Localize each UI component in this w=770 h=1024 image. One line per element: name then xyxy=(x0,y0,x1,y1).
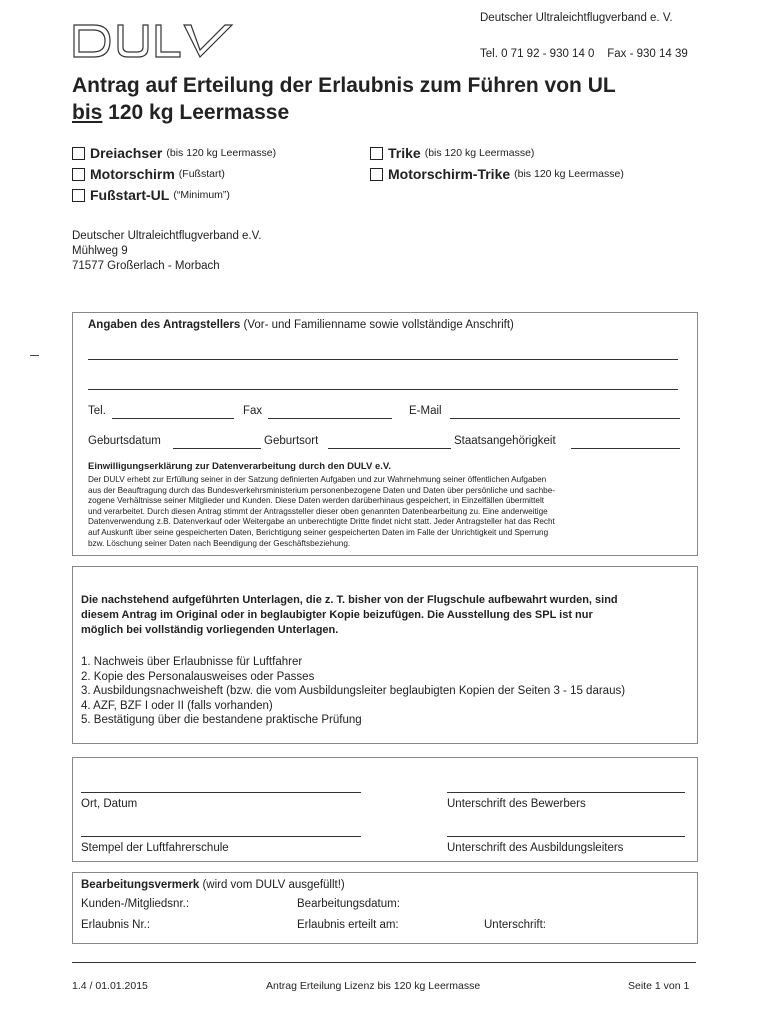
processing-signature-label: Unterschrift: xyxy=(484,919,546,931)
birthplace-label: Geburtsort xyxy=(264,435,319,447)
option-label: Fußstart-UL xyxy=(90,187,170,203)
dulv-logo-graphic xyxy=(72,22,234,60)
consent-text xyxy=(88,475,688,549)
consent-line: zogene Verhältnisse seiner Mitglieder und Kunden. Diese Daten werden darüberhinaus gespeichert, in Einzelfällen übermittelt xyxy=(88,496,545,506)
option-label: Dreiachser xyxy=(90,145,163,161)
intro-line: diesem Antrag im Original oder in beglaubigter Kopie beizufügen. Die Ausstellung des SPL ist nur xyxy=(81,609,593,621)
intro-line: Die nachstehend aufgeführten Unterlagen, die z. T. bisher von der Flugschule aufbewahrt wurden, sind xyxy=(81,594,618,606)
signatures-section xyxy=(72,757,698,862)
checkbox[interactable] xyxy=(72,189,85,202)
option-note: (bis 120 kg Leermasse) xyxy=(514,168,624,180)
recipient-address xyxy=(72,229,261,274)
checkbox[interactable] xyxy=(370,147,383,160)
processing-section xyxy=(72,872,698,944)
option-dreiachser[interactable] xyxy=(72,145,276,161)
address-line: Mühlweg 9 xyxy=(72,245,128,257)
place-date-label: Ort, Datum xyxy=(81,798,138,810)
contact-numbers: Tel. 0 71 92 - 930 14 0 Fax - 930 14 39 xyxy=(480,48,688,60)
option-note: (Fußstart) xyxy=(178,168,225,180)
footer-version: 1.4 / 01.01.2015 xyxy=(72,980,148,992)
processing-heading-rest: (wird vom DULV ausgefüllt!) xyxy=(199,879,345,891)
fax-input-line[interactable] xyxy=(268,418,392,419)
option-note: (“Minimum”) xyxy=(173,189,230,201)
checkbox[interactable] xyxy=(72,168,85,181)
processing-heading-bold: Bearbeitungsvermerk xyxy=(81,879,200,891)
list-item: 3. Ausbildungsnachweisheft (bzw. die vom Ausbildungsleiter beglaubigten Kopien der Seiten 3 - 15 daraus) xyxy=(81,685,626,697)
birthdate-label: Geburtsdatum xyxy=(88,435,161,447)
title-line-2 xyxy=(72,99,712,126)
nationality-input-line[interactable] xyxy=(571,448,680,449)
option-motorschirm-trike[interactable] xyxy=(370,166,624,182)
fold-mark xyxy=(30,355,39,356)
form-title xyxy=(72,72,712,126)
consent-line: aus der Beauftragung durch das Bundesverkehrsministerium personenbezogene Daten und Daten über persönliche und sachbe- xyxy=(88,485,555,495)
applicant-heading-bold: Angaben des Antragstellers xyxy=(88,319,241,331)
list-item: 4. AZF, BZF I oder II (falls vorhanden) xyxy=(81,699,273,712)
documents-intro xyxy=(81,593,693,638)
place-date-line[interactable] xyxy=(81,792,361,793)
customer-number-label: Kunden-/Mitgliedsnr.: xyxy=(81,898,190,910)
documents-list xyxy=(81,655,625,728)
consent-line: Der DULV erhebt zur Erfüllung seiner in der Satzung definierten Aufgaben und zur Wahrnehmung seiner öffentlichen Aufgaben xyxy=(88,475,547,484)
consent-line: und verarbeitet. Durch diesen Antrag stimmt der Antragssteller dieser oben genannten Datenbearbeitung zu. Eine anderweitige xyxy=(88,506,548,516)
fax-label: Fax xyxy=(243,405,263,417)
license-number-label: Erlaubnis Nr.: xyxy=(81,919,151,931)
applicant-signature-label: Unterschrift des Bewerbers xyxy=(447,798,586,810)
organization-name: Deutscher Ultraleichtflugverband e. V. xyxy=(480,12,673,24)
license-issued-label: Erlaubnis erteilt am: xyxy=(297,919,399,931)
option-note: (bis 120 kg Leermasse) xyxy=(424,147,535,159)
title-line-1: Antrag auf Erteilung der Erlaubnis zum Führen von UL xyxy=(72,74,616,97)
consent-title: Einwilligungserklärung zur Datenverarbeitung durch den DULV e.V. xyxy=(88,461,391,472)
consent-line: auf Auskunft über seine gespeicherten Daten, Berichtigung seiner gespeicherten Daten im Falle der Unrichtigkeit und Sperrung xyxy=(88,527,549,537)
applicant-heading xyxy=(88,319,514,331)
intro-line: möglich bei vollständig vorliegenden Unterlagen. xyxy=(81,624,339,636)
tel-input-line[interactable] xyxy=(112,418,234,419)
school-stamp-line[interactable] xyxy=(81,836,361,837)
birthplace-input-line[interactable] xyxy=(328,448,451,449)
list-item: 1. Nachweis über Erlaubnisse für Luftfahrer xyxy=(81,656,303,668)
email-input-line[interactable] xyxy=(450,418,680,419)
consent-line: bzw. Löschung seiner Daten nach Beendigung der Geschäftsbeziehung. xyxy=(88,538,351,548)
processing-date-label: Bearbeitungsdatum: xyxy=(297,898,400,910)
option-label: Trike xyxy=(388,145,421,161)
instructor-signature-label: Unterschrift des Ausbildungsleiters xyxy=(447,842,624,854)
required-documents-section xyxy=(72,566,698,744)
list-item: 2. Kopie des Personalausweises oder Passes xyxy=(81,670,315,683)
name-input-line[interactable] xyxy=(88,359,678,360)
footer-page-number: Seite 1 von 1 xyxy=(628,980,690,992)
address-line: Deutscher Ultraleichtflugverband e.V. xyxy=(72,230,262,242)
option-motorschirm[interactable] xyxy=(72,166,225,182)
address-line: 71577 Großerlach - Morbach xyxy=(72,260,220,272)
option-label: Motorschirm xyxy=(90,166,175,182)
option-label: Motorschirm-Trike xyxy=(388,166,511,182)
instructor-signature-line[interactable] xyxy=(447,836,685,837)
checkbox[interactable] xyxy=(72,147,85,160)
applicant-heading-rest: (Vor- und Familienname sowie vollständige Anschrift) xyxy=(240,319,514,331)
nationality-label: Staatsangehörigkeit xyxy=(454,435,556,447)
school-stamp-label: Stempel der Luftfahrerschule xyxy=(81,842,229,854)
footer-divider xyxy=(72,962,696,963)
option-note: (bis 120 kg Leermasse) xyxy=(166,147,277,159)
address-input-line[interactable] xyxy=(88,389,678,390)
checkbox[interactable] xyxy=(370,168,383,181)
option-trike[interactable] xyxy=(370,145,534,161)
footer-doc-title: Antrag Erteilung Lizenz bis 120 kg Leermasse xyxy=(266,980,481,992)
list-item: 5. Bestätigung über die bestandene praktische Prüfung xyxy=(81,714,362,726)
applicant-signature-line[interactable] xyxy=(447,792,685,793)
title-line-2-rest: 120 kg Leermasse xyxy=(102,101,290,124)
applicant-section xyxy=(72,312,698,556)
dulv-logo xyxy=(72,22,234,65)
consent-line: Datenverwendung z.B. Datenverkauf oder Weitergabe an unberechtigte Dritte findet nicht statt. Jeder Antragsteller hat das Recht xyxy=(88,517,555,527)
processing-heading xyxy=(81,879,345,891)
title-underlined-word: bis xyxy=(72,101,103,124)
birthdate-input-line[interactable] xyxy=(173,448,261,449)
email-label: E-Mail xyxy=(409,405,442,417)
option-fussstart-ul[interactable] xyxy=(72,187,230,203)
tel-label: Tel. xyxy=(88,405,106,417)
